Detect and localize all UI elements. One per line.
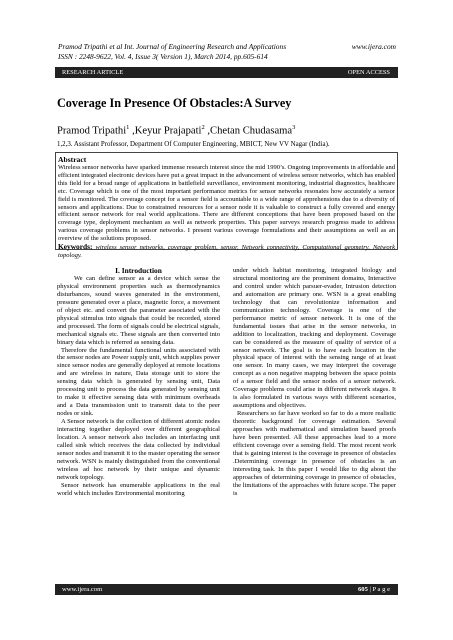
paragraph: Sensor network has enumerable applications in the real world which includes Environmental monitoring bbox=[57, 481, 220, 497]
keywords-text: wireless sensor networks, coverage problem, sensor, Network connectivity, Computational geometry, Network topology. bbox=[58, 244, 395, 259]
footer-site[interactable]: www.ijera.com bbox=[62, 586, 103, 593]
banner-article-type: RESEARCH ARTICLE bbox=[62, 69, 124, 76]
author-sup: 2 bbox=[201, 124, 205, 131]
section-heading: I. Introduction bbox=[115, 266, 162, 275]
page-number: 605 bbox=[357, 586, 368, 593]
author-sup: 1 bbox=[126, 124, 130, 131]
article-banner bbox=[55, 67, 398, 78]
author-name: ,Keyur Prajapati bbox=[129, 125, 202, 137]
journal-header bbox=[58, 42, 398, 62]
author-name: ,Chetan Chudasama bbox=[204, 125, 293, 137]
paragraph: under which habitat monitoring, integrated biology and structural monitoring are the prominent domains, Interactive and control under which parsuer-evader, Intrusion detection and automation are primary one. WSN is a great enabling technology that can revolutionize information and communication technology. Coverage is one of the performance metric of sensor network. It is one of the fundamental issues that arise in the sensor networks, in addition to localization, tracking and deployment. Coverage can be considered as the measure of quality of service of a sensor network. The goal is to have each location in the physical space of interest with the sensing range of at least one sensor. In many cases, we may interpret the coverage concept as a non negative mapping between the space points of a sensor field and the sensor nodes of a sensor network. Coverage problems could arise in different network stages. It is also formulated in various ways with different scenarios, assumptions and objectives. bbox=[233, 267, 396, 410]
keywords bbox=[58, 243, 395, 260]
paragraph: Therefore the fundamental functional units associated with the sensor nodes are Power supply unit, which supplies power since sensor nodes are generally deployed at remote locations and are wireless in nature, Data storage unit to store the sensing data which is generated by sensing unit, Data processing unit to process the data generated by sensing unit to make it effective sensing data with minimum overheads and a Data transmission unit to transmit data to the peer nodes or sink. bbox=[57, 346, 220, 418]
abstract-box bbox=[55, 152, 398, 259]
author-sup: 3 bbox=[292, 124, 296, 131]
paragraph: A Sensor network is the collection of different atomic nodes interacting together deployed over different geographical location. A sensor network also includes an interfacing unit called sink which receives the data collected by individual sensor nodes and transmit it to the master operating the sensor network. WSN is mainly distinguished from the conventional wireless ad hoc network by their unique and dynamic network topology. bbox=[57, 418, 220, 481]
keywords-label: Keywords: bbox=[58, 242, 93, 252]
paragraph: We can define sensor as a device which sense the physical environment properties such as thermodynamics disturbances, sound waves generated in the environment, pressure generated over a place, magnetic force, a movement of object etc. and convert the parameter associated with the physical stimulus into signals that could be recorded, stored and processed. The form of signals could be electrical signals, mechanical signals etc. These signals are then converted into binary data which is referred as sensing data. bbox=[57, 274, 220, 346]
footer-page bbox=[358, 584, 390, 595]
right-column bbox=[233, 267, 396, 498]
paragraph: Researchers so far have worked so far to do a more realistic theoretic background for coverage estimation. Several approaches with mathematical and simulation based proofs have been presented. All these approaches lead to a more efficient coverage over a sensing field. The most recent work that is gaining interest is the coverage in presence of obstacles .Determining coverage in presence of obstacles is an interesting task. In this paper I would like to dig about the approaches of determining coverage in presence of obstacles, the limitations of the approaches with future scope. The paper is bbox=[233, 410, 396, 497]
abstract-heading: Abstract bbox=[58, 155, 87, 164]
author-list bbox=[57, 124, 295, 137]
banner-access: OPEN ACCESS bbox=[347, 69, 390, 76]
author-name: Pramod Tripathi bbox=[57, 125, 127, 137]
left-column bbox=[57, 267, 220, 498]
abstract-text: Wireless sensor networks have sparked immense research interest since the mid 1990’s. Ongoing improvements in affordable and efficient integrated electronic devices have put a great impact in the advancement of wireless sensor networks, which has enabled this field for a broad range of applications in battlefield surveillance, environment monitoring, industrial diagnostics, healthcare etc. Coverage which is one of the most important performance metrics for sensor networks resonates how accurately a sensor field is monitored. The coverage concept for a sensor field is accountable to a wide range of apprehensions due to a diversity of sensors and applications. Due to constrained resources for a sensor node it is valuable to construct a fully covered and energy efficient sensor network for real world applications. There are different conceptions that have been proposed based on the coverage type, deployment mechanism as well as network properties. This paper surveys research progress made to address various coverage problems in sensor networks. I present various coverage formulations and their assumptions as well as an overview of the solutions proposed. bbox=[58, 164, 395, 243]
journal-line-1: Pramod Tripathi et al Int. Journal of Engineering Research and Applications bbox=[58, 42, 287, 51]
page-footer bbox=[55, 584, 398, 595]
paper-title: Coverage In Presence Of Obstacles:A Survey bbox=[57, 96, 292, 110]
journal-site[interactable]: www.ijera.com bbox=[351, 42, 396, 51]
journal-line-2: ISSN : 2248-9622, Vol. 4, Issue 3( Version 1), March 2014, pp.605-614 bbox=[58, 52, 268, 61]
page-label: | P a g e bbox=[367, 586, 390, 593]
affiliation: 1,2,3. Assistant Professor, Department Of Computer Engineering, MBICT, New VV Nagar (India). bbox=[57, 141, 330, 148]
